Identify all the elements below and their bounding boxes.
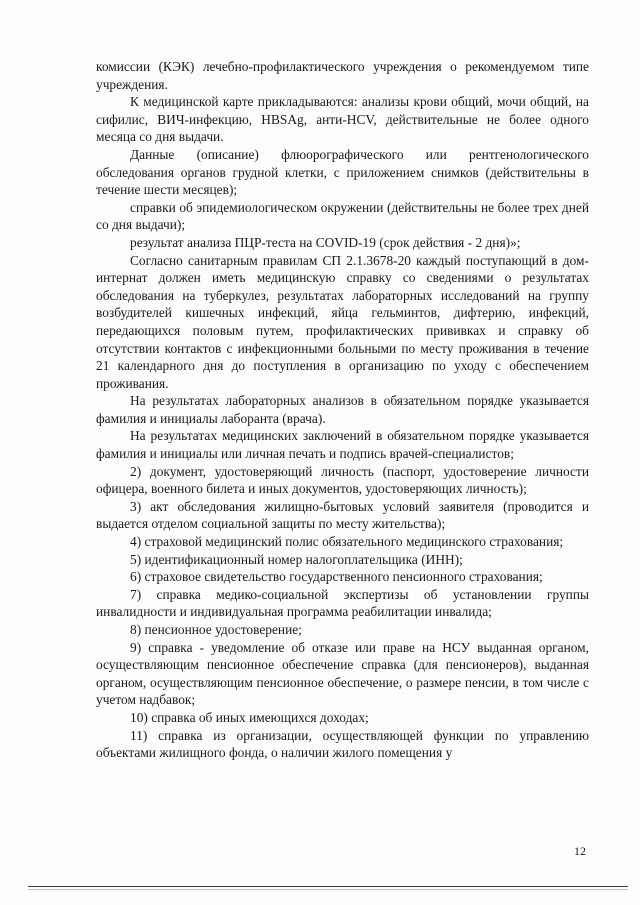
list-item: 11) справка из организации, осуществляющей функции по управлению объектами жилищного фонда, о наличии жилого помещения у [96,727,589,761]
paragraph: комиссии (КЭК) лечебно-профилактического учреждения о рекомендуемом типе учреждения. [96,59,589,92]
paragraph: Данные (описание) флюорографического или рентгенологического обследования органов грудной клетки, с приложением снимков (действительны в течение шести месяцев); [96,146,589,198]
paragraph: справки об эпидемиологическом окружении (действительны не более трех дней со дня выдачи); [96,199,589,233]
list-item: 2) документ, удостоверяющий личность (паспорт, удостоверение личности офицера, военного билета и иных документов, удостоверяющих личность); [96,463,589,497]
paragraph: Согласно санитарным правилам СП 2.1.3678-20 каждый поступающий в дом-интернат должен иметь медицинскую справку со сведениями о результатах обследования на туберкулез, результатах лабораторных исследований на группу возбудителей кишечных инфекций, яйца гельминтов, дифтерию, инфекций, передающихся половым путем, профилактических прививках и справку об отсутствии контактов с инфекционными больными по месту проживания в течение 21 календарного дня до поступления в организацию по уходу с обеспечением проживания. [96,252,589,391]
scan-edge-line-faint [28,889,628,890]
body-text [96,58,589,762]
list-item: 6) страховое свидетельство государственного пенсионного страхования; [130,569,543,585]
page-number: 12 [574,844,586,858]
paragraph: На результатах лабораторных анализов в обязательном порядке указывается фамилия и инициалы лаборанта (врача). [96,393,589,426]
list-item: 4) страховой медицинский полис обязательного медицинского страхования; [130,534,564,550]
list-item: 9) справка - уведомление об отказе или праве на НСУ выданная органом, осуществляющим пенсионное обеспечение справка (для пенсионеров), выданная органом, осуществляющим пенсионное обеспечение, о размере пенсии, в том числе с учетом надбавок; [96,639,589,708]
paragraph: результат анализа ПЦР-теста на COVID-19 (срок действия - 2 дня)»; [130,234,521,250]
list-item: 5) идентификационный номер налогоплательщика (ИНН); [130,551,463,567]
paragraph: К медицинской карте прикладываются: анализы крови общий, мочи общий, на сифилис, ВИЧ-инфекцию, HBSAg, анти-HCV, действительные не более одного месяца со дня выдачи. [96,94,589,145]
list-item: 8) пенсионное удостоверение; [130,622,302,637]
list-item: 3) акт обследования жилищно-бытовых условий заявителя (проводится и выдается отделом социальной защиты по месту жительства); [96,498,589,532]
scan-edge-line [28,886,628,887]
paragraph: На результатах медицинских заключений в обязательном порядке указывается фамилия и инициалы или личная печать и подпись врачей-специалистов; [96,428,589,462]
list-item: 10) справка об иных имеющихся доходах; [130,709,369,725]
list-item: 7) справка медико-социальной экспертизы об установлении группы инвалидности и индивидуальная программа реабилитации инвалида; [96,586,589,620]
